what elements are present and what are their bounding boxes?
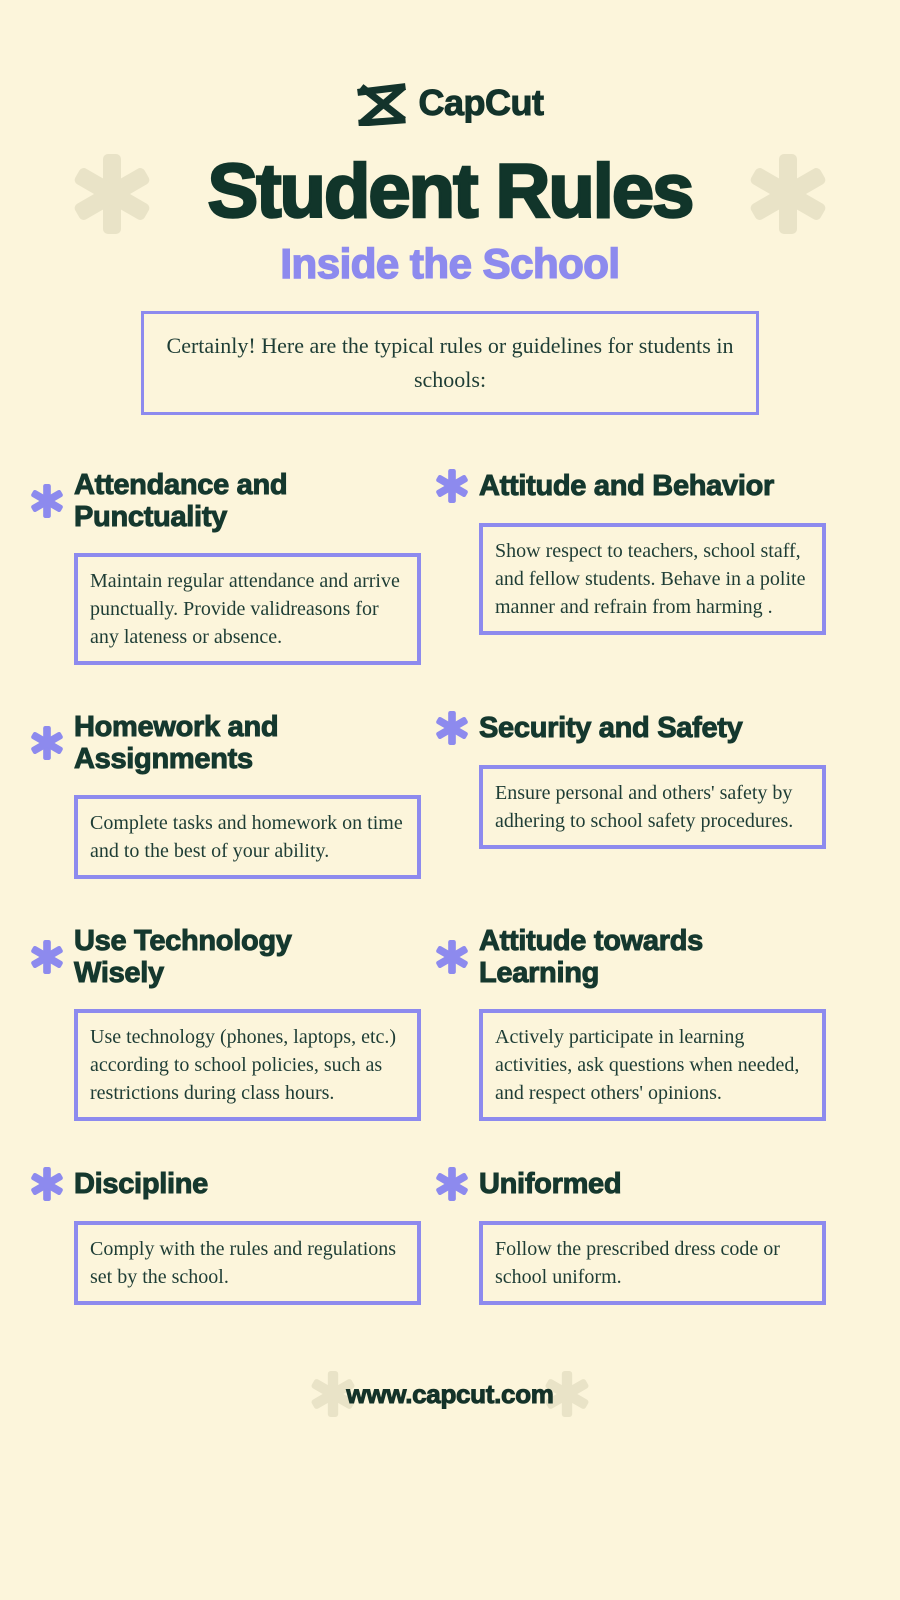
asterisk-icon (435, 711, 469, 745)
rule-text: Complete tasks and homework on time and to the best of your ability. (90, 812, 403, 862)
rule-text: Follow the prescribed dress code or school uniform. (495, 1238, 780, 1288)
brand-header (0, 80, 900, 126)
asterisk-icon (748, 154, 828, 234)
rule-card (479, 765, 826, 849)
section-homework (74, 711, 421, 879)
section-heading: Discipline (74, 1168, 208, 1200)
rule-text: Show respect to teachers, school staff, and fellow students. Behave in a polite manner and refrain from harming . (495, 540, 806, 618)
rule-card (479, 1221, 826, 1305)
footer (0, 1371, 900, 1417)
section-heading: Uniformed (479, 1168, 622, 1200)
website-link[interactable]: www.capcut.com (346, 1378, 554, 1409)
intro-text: Certainly! Here are the typical rules or guidelines for students in schools: (166, 333, 734, 392)
rule-card (74, 1009, 421, 1121)
section-technology (74, 925, 421, 1121)
brand-name: CapCut (418, 82, 544, 123)
rule-card (479, 523, 826, 635)
rule-card (479, 1009, 826, 1121)
section-heading: Homework and Assignments (74, 711, 279, 775)
rule-text: Ensure personal and others' safety by adhering to school safety procedures. (495, 782, 794, 832)
title-block (0, 150, 900, 234)
rule-text: Maintain regular attendance and arrive punctually. Provide validreasons for any lateness or absence. (90, 570, 400, 648)
asterisk-icon (435, 940, 469, 974)
section-discipline (74, 1167, 421, 1305)
rule-card (74, 1221, 421, 1305)
section-head (30, 711, 421, 775)
section-head (30, 925, 421, 989)
poster (0, 80, 900, 1600)
asterisk-icon (30, 940, 64, 974)
intro-box (141, 311, 759, 415)
capcut-logo-icon (357, 80, 407, 126)
section-heading: Security and Safety (479, 712, 743, 744)
rule-text: Use technology (phones, laptops, etc.) according to school policies, such as restrictions during class hours. (90, 1026, 397, 1104)
section-heading: Attendance and Punctuality (74, 469, 288, 533)
section-security (479, 711, 826, 849)
section-head (435, 925, 826, 989)
asterisk-icon (30, 484, 64, 518)
section-head (435, 1167, 826, 1201)
asterisk-icon (72, 154, 152, 234)
asterisk-icon (435, 1167, 469, 1201)
section-behavior (479, 469, 826, 635)
section-head (30, 1167, 421, 1201)
section-uniform (479, 1167, 826, 1305)
section-head (435, 469, 826, 503)
asterisk-icon (435, 469, 469, 503)
rule-text: Actively participate in learning activities, ask questions when needed, and respect others' opinions. (495, 1026, 800, 1104)
section-heading: Attitude and Behavior (479, 470, 775, 502)
section-heading: Attitude towards Learning (479, 925, 703, 989)
section-head (30, 469, 421, 533)
page-title: Student Rules (207, 149, 693, 234)
rule-card (74, 795, 421, 879)
section-learning (479, 925, 826, 1121)
section-head (435, 711, 826, 745)
asterisk-icon (30, 1167, 64, 1201)
rule-card (74, 553, 421, 665)
page-subtitle: Inside the School (280, 240, 620, 287)
section-attendance (74, 469, 421, 665)
section-heading: Use Technology Wisely (74, 925, 292, 989)
rule-text: Comply with the rules and regulations set by the school. (90, 1238, 397, 1288)
asterisk-icon (30, 726, 64, 760)
rules-grid (74, 469, 826, 1351)
